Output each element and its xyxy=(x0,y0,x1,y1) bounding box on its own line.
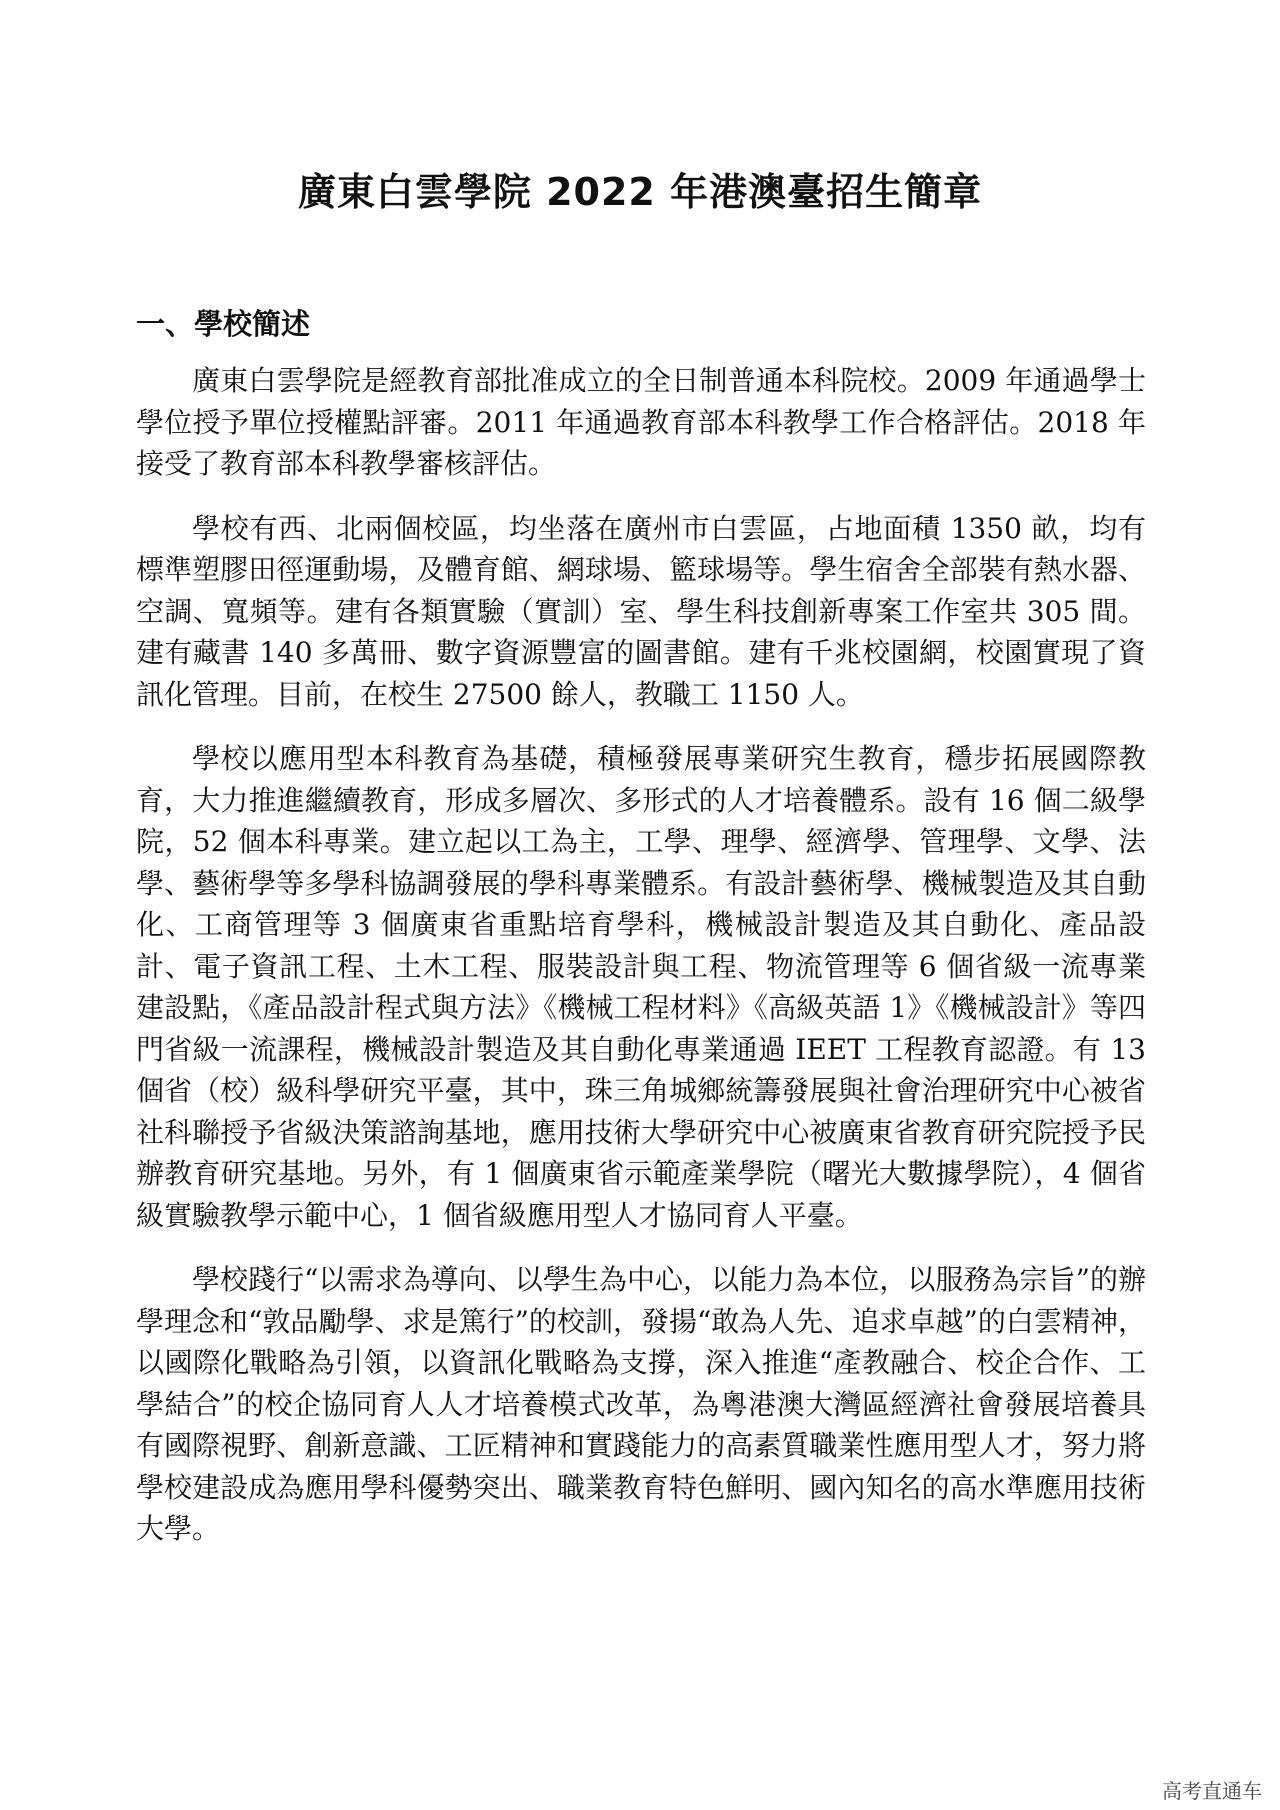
document-title: 廣東白雲學院 2022 年港澳臺招生簡章 xyxy=(297,170,983,214)
section-heading: 一、學校簡述 xyxy=(136,307,311,341)
paragraph-4: 學校踐行“以需求為導向、以學生為中心，以能力為本位，以服務為宗旨”的辦學理念和“敦品勵學、求是篤行”的校訓，發揚“敢為人先、追求卓越”的白雲精神，以國際化戰略為引領，以資訊化戰略為支撐，深入推進“產教融合、校企合作、工學結合”的校企協同育人人才培養模式改革，為粵港澳大灣區經濟社會發展培養具有國際視野、創新意識、工匠精神和實踐能力的高素質職業性應用型人才，努力將學校建設成為應用學科優勢突出、職業教育特色鮮明、國內知名的高水準應用技術大學。 xyxy=(136,1263,1146,1545)
body-text xyxy=(136,360,1146,1573)
paragraph-1: 廣東白雲學院是經教育部批准成立的全日制普通本科院校。2009 年通過學士學位授予單位授權點評審。2011 年通過教育部本科教學工作合格評估。2018 年接受了教育部本科教學審核評估。 xyxy=(136,364,1146,480)
watermark: 高考直通车 xyxy=(1162,1779,1262,1803)
paragraph-3: 學校以應用型本科教育為基礎，積極發展專業研究生教育，穩步拓展國際教育，大力推進繼續教育，形成多層次、多形式的人才培養體系。設有 16 個二級學院，52 個本科專業。建立起以工為主，工學、理學、經濟學、管理學、文學、法學、藝術學等多學科協調發展的學科專業體系。有設計藝術學、機械製造及其自動化、工商管理等 3 個廣東省重點培育學科，機械設計製造及其自動化、產品設計、電子資訊工程、土木工程、服裝設計與工程、物流管理等 6 個省級一流專業建設點，《產品設計程式與方法》《機械工程材料》《高級英語 1》《機械設計》等四門省級一流課程，機械設計製造及其自動化專業通過 IEET 工程教育認證。有 13 個省（校）級科學研究平臺，其中，珠三角城鄉統籌發展與社會治理研究中心被省社科聯授予省級決策諮詢基地，應用技術大學研究中心被廣東省教育研究院授予民辦教育研究基地。另外，有 1 個廣東省示範產業學院（曙光大數據學院），4 個省級實驗教學示範中心，1 個省級應用型人才協同育人平臺。 xyxy=(136,742,1146,1232)
paragraph-2: 學校有西、北兩個校區，均坐落在廣州市白雲區，占地面積 1350 畝，均有標準塑膠田徑運動場，及體育館、網球場、籃球場等。學生宿舍全部裝有熱水器、空調、寬頻等。建有各類實驗（實訓）室、學生科技創新專案工作室共 305 間。建有藏書 140 多萬冊、數字資源豐富的圖書館。建有千兆校園網，校園實現了資訊化管理。目前，在校生 27500 餘人，教職工 1150 人。 xyxy=(136,511,1146,711)
